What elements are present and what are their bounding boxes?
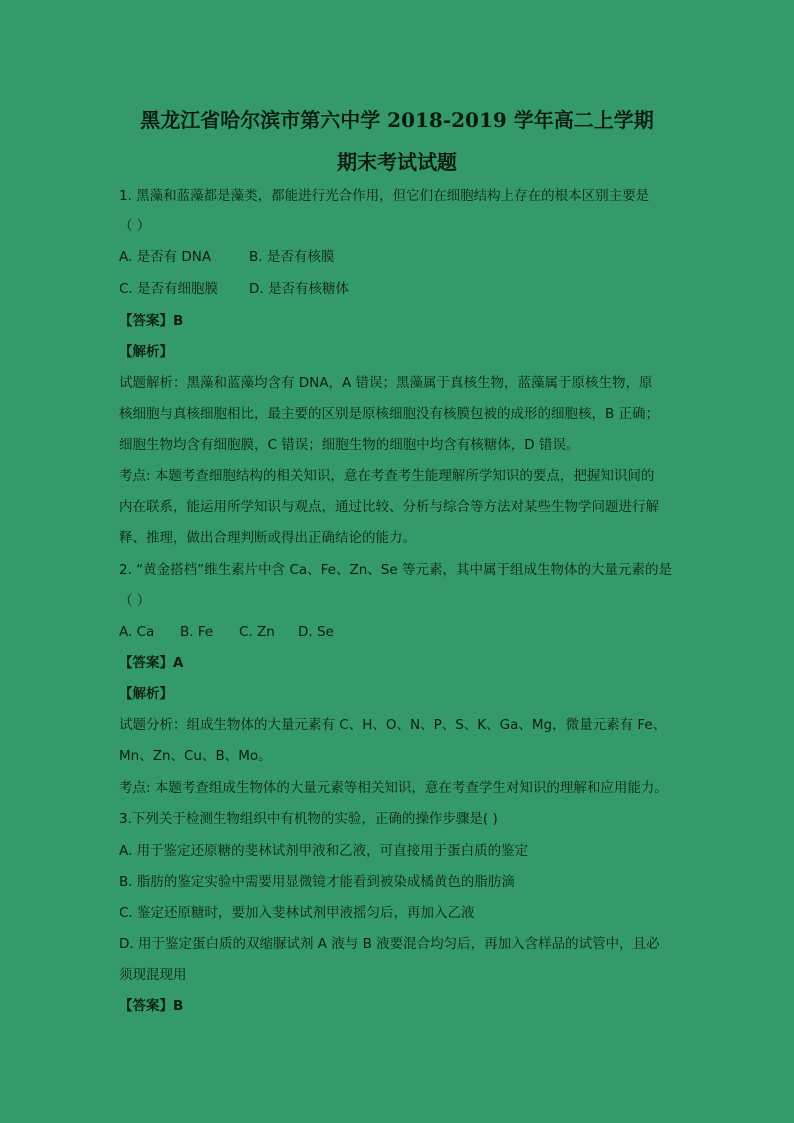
q1-answer: 【答案】B [119, 313, 184, 329]
q2-analysis-line: Mn、Zn、Cu、B、Mo。 [119, 748, 272, 764]
q2-stem: 2. “黄金搭档”维生素片中含 Ca、Fe、Zn、Se 等元素，其中属于组成生物体的大量元素的是 [119, 562, 672, 578]
q1-stem: 1. 黑藻和蓝藻都是藻类，都能进行光合作用，但它们在细胞结构上存在的根本区别主要是 [119, 188, 650, 204]
q3-option-a: A. 用于鉴定还原糖的斐林试剂甲液和乙液，可直接用于蛋白质的鉴定 [119, 843, 529, 859]
q3-stem: 3.下列关于检测生物组织中有机物的实验，正确的操作步骤是( ) [119, 811, 498, 827]
q2-point-line: 考点: 本题考查组成生物体的大量元素等相关知识，意在考查学生对知识的理解和应用能力。 [119, 780, 668, 796]
q2-options [119, 623, 334, 641]
q1-option-d: D. 是否有核糖体 [249, 281, 349, 297]
q1-point-line: 内在联系，能运用所学知识与观点，通过比较、分析与综合等方法对某些生物学问题进行解 [119, 499, 659, 515]
q2-option-c: C. Zn [239, 624, 275, 640]
q1-option-a: A. 是否有 DNA [119, 249, 212, 265]
q1-options-ab [119, 248, 334, 266]
q1-option-c: C. 是否有细胞膜 [119, 281, 219, 297]
q1-paren: （ ） [119, 218, 151, 234]
q3-option-d-cont: 须现混现用 [119, 967, 187, 983]
exam-title-line2: 期末考试试题 [337, 150, 457, 174]
q1-analysis-line: 细胞生物均含有细胞膜，C 错误；细胞生物的细胞中均含有核糖体，D 错误。 [119, 437, 580, 453]
q1-analysis-line: 试题解析：黑藻和蓝藻均含有 DNA，A 错误；黑藻属于真核生物，蓝藻属于原核生物，原 [119, 375, 653, 391]
q2-analysis-heading: 【解析】 [119, 686, 173, 702]
q3-option-d: D. 用于鉴定蛋白质的双缩脲试剂 A 液与 B 液要混合均匀后，再加入含样品的试管中，且必 [119, 936, 660, 952]
q1-point-line: 考点: 本题考查细胞结构的相关知识，意在考查考生能理解所学知识的要点，把握知识间的 [119, 468, 655, 484]
q2-option-d: D. Se [298, 624, 334, 640]
q1-option-b: B. 是否有核膜 [249, 249, 335, 265]
q2-option-b: B. Fe [180, 624, 214, 640]
q3-answer: 【答案】B [119, 998, 184, 1014]
q2-option-a: A. Ca [119, 624, 155, 640]
q2-answer: 【答案】A [119, 655, 184, 671]
q3-option-c: C. 鉴定还原糖时，要加入斐林试剂甲液摇匀后，再加入乙液 [119, 905, 475, 921]
q1-analysis-line: 核细胞与真核细胞相比，最主要的区别是原核细胞没有核膜包被的成形的细胞核，B 正确； [119, 406, 660, 422]
q2-analysis-line: 试题分析：组成生物体的大量元素有 C、H、O、N、P、S、K、Ga、Mg，微量元素有 Fe、 [119, 717, 667, 733]
q1-options-cd [119, 280, 349, 298]
q1-analysis-heading: 【解析】 [119, 344, 173, 360]
q2-paren: （ ） [119, 593, 151, 609]
q1-point-line: 释、推理，做出合理判断或得出正确结论的能力。 [119, 530, 416, 546]
q3-option-b: B. 脂肪的鉴定实验中需要用显微镜才能看到被染成橘黄色的脂肪滴 [119, 874, 515, 890]
exam-title-line1: 黑龙江省哈尔滨市第六中学 2018-2019 学年高二上学期 [140, 108, 654, 132]
